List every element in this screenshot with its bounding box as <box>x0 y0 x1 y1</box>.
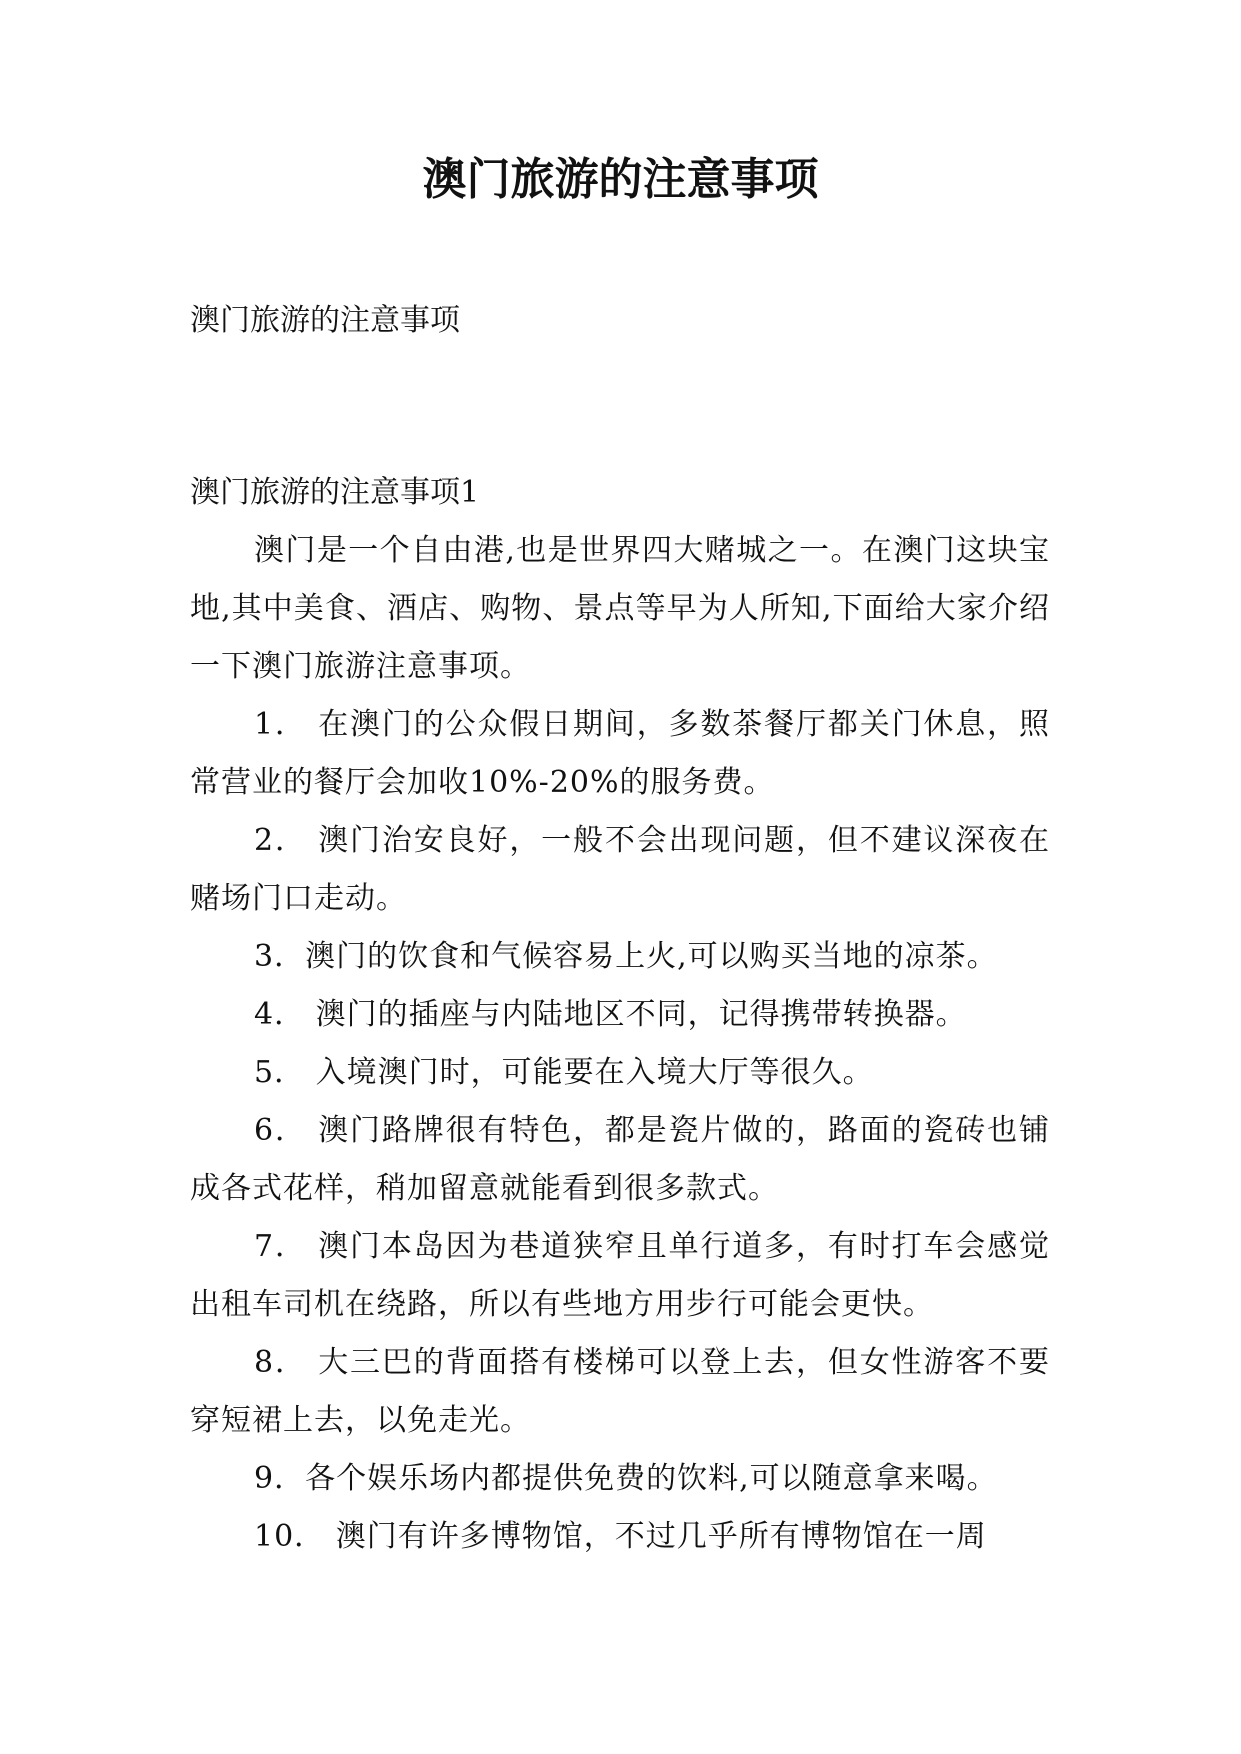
document-title: 澳门旅游的注意事项 <box>422 154 819 205</box>
document-subtitle: 澳门旅游的注意事项 <box>190 303 460 338</box>
section-heading: 澳门旅游的注意事项1 <box>190 475 480 510</box>
tip-item-9: 9．各个娱乐场内都提供免费的饮料,可以随意拿来喝。 <box>254 1461 998 1496</box>
tip-item-5: 5． 入境澳门时，可能要在入境大厅等很久。 <box>254 1055 874 1090</box>
tip-item-3: 3．澳门的饮食和气候容易上火,可以购买当地的凉茶。 <box>254 939 998 974</box>
tip-item-10: 10． 澳门有许多博物馆，不过几乎所有博物馆在一周 <box>254 1519 987 1554</box>
document-body <box>190 522 1050 1566</box>
tip-item-6: 6． 澳门路牌很有特色，都是瓷片做的，路面的瓷砖也铺成各式花样，稍加留意就能看到很多款式。 <box>190 1113 1050 1206</box>
tip-item-2: 2． 澳门治安良好，一般不会出现问题，但不建议深夜在赌场门口走动。 <box>190 823 1050 916</box>
tip-item-1: 1． 在澳门的公众假日期间，多数茶餐厅都关门休息，照常营业的餐厅会加收10%-20%的服务费。 <box>190 707 1050 800</box>
tip-item-4: 4． 澳门的插座与内陆地区不同，记得携带转换器。 <box>254 997 967 1032</box>
tip-item-8: 8． 大三巴的背面搭有楼梯可以登上去，但女性游客不要穿短裙上去，以免走光。 <box>190 1345 1050 1438</box>
intro-paragraph: 澳门是一个自由港,也是世界四大赌城之一。在澳门这块宝地,其中美食、酒店、购物、景点等早为人所知,下面给大家介绍一下澳门旅游注意事项。 <box>190 533 1050 684</box>
tip-item-7: 7． 澳门本岛因为巷道狭窄且单行道多，有时打车会感觉出租车司机在绕路，所以有些地方用步行可能会更快。 <box>190 1229 1050 1322</box>
